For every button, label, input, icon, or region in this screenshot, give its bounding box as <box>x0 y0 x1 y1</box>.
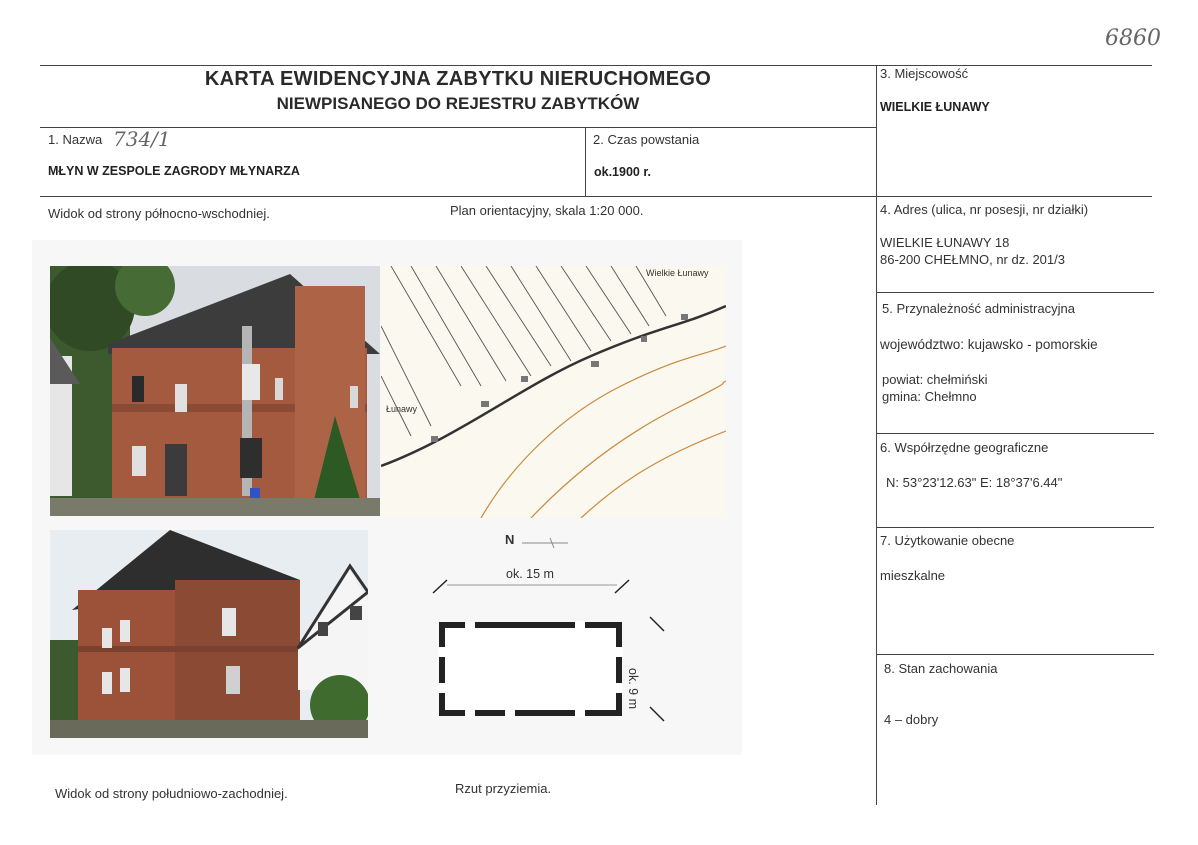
rule-right-1 <box>876 292 1154 293</box>
map-label-wielkie-lunawy: Wielkie Łunawy <box>646 268 709 278</box>
location-map <box>381 266 726 518</box>
rule-top <box>40 65 1152 66</box>
rule-right-2 <box>876 433 1154 434</box>
photo-southwest-view <box>50 530 368 738</box>
rule-right-3 <box>876 527 1154 528</box>
name-handwritten-number: 734/1 <box>113 127 171 151</box>
caption-view-southwest: Widok od strony południowo-zachodniej. <box>55 786 288 801</box>
caption-location-plan: Plan orientacyjny, skala 1:20 000. <box>450 203 644 218</box>
admin-label: 5. Przynależność administracyjna <box>882 301 1075 316</box>
address-line-1: WIELKIE ŁUNAWY 18 <box>880 235 1010 250</box>
caption-ground-plan: Rzut przyziemia. <box>455 781 552 796</box>
admin-commune: gmina: Chełmno <box>882 389 977 404</box>
rule-right-4 <box>876 654 1154 655</box>
address-label: 4. Adres (ulica, nr posesji, nr działki) <box>880 202 1089 217</box>
condition-value: 4 – dobry <box>884 712 939 727</box>
card-subtitle: NIEWPISANEGO DO REJESTRU ZABYTKÓW <box>276 94 640 113</box>
name-value: MŁYN W ZESPOLE ZAGRODY MŁYNARZA <box>48 164 300 178</box>
north-arrow-line <box>520 534 570 552</box>
floorplan-depth-label: ok. 9 m <box>626 668 640 709</box>
coordinates-value: N: 53°23'12.63" E: 18°37'6.44" <box>886 475 1063 490</box>
north-arrow <box>505 532 514 547</box>
locality-value: WIELKIE ŁUNAWY <box>880 100 990 114</box>
map-label-lunawy: Łunawy <box>386 404 418 414</box>
usage-label: 7. Użytkowanie obecne <box>880 533 1015 548</box>
date-label: 2. Czas powstania <box>593 132 700 147</box>
handwritten-archive-number: 6860 <box>1105 26 1161 51</box>
rule-name-date-divider <box>585 127 586 196</box>
condition-label: 8. Stan zachowania <box>884 661 998 676</box>
admin-voivodeship: województwo: kujawsko - pomorskie <box>880 337 1098 352</box>
card-title: KARTA EWIDENCYJNA ZABYTKU NIERUCHOMEGO <box>204 68 712 90</box>
rule-right-column <box>876 65 877 805</box>
locality-label: 3. Miejscowość <box>880 66 969 81</box>
north-letter: N <box>505 532 515 547</box>
photo-northeast-view <box>50 266 380 516</box>
caption-view-northeast: Widok od strony północno-wschodniej. <box>48 206 270 221</box>
date-value: ok.1900 r. <box>594 165 651 179</box>
rule-under-name <box>40 196 1152 197</box>
address-line-2: 86-200 CHEŁMNO, nr dz. 201/3 <box>880 252 1065 267</box>
admin-county: powiat: chełmiński <box>882 372 988 387</box>
floorplan-width-label: ok. 15 m <box>506 567 554 581</box>
name-label: 1. Nazwa <box>48 132 103 147</box>
coordinates-label: 6. Współrzędne geograficzne <box>880 440 1049 455</box>
usage-value: mieszkalne <box>880 568 946 583</box>
